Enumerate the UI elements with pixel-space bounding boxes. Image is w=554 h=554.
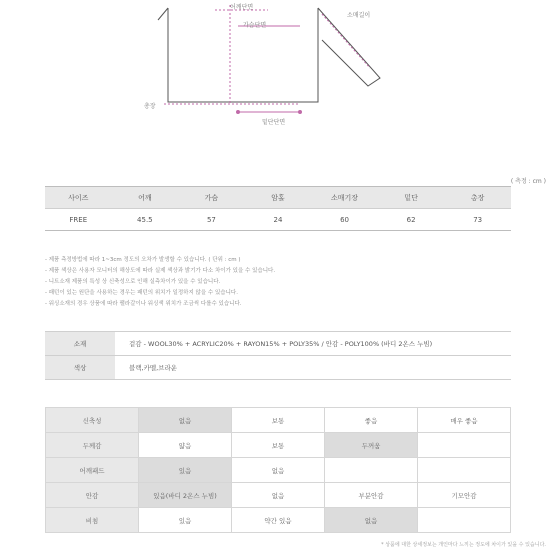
- property-option: 없음: [139, 408, 232, 433]
- note-item: - 패턴이 있는 원단을 사용하는 경우는 패턴의 위치가 일정하지 않을 수 있습니다.: [45, 290, 238, 296]
- color-label: 색상: [45, 356, 115, 380]
- table-row: [45, 209, 511, 231]
- property-table: [45, 407, 511, 533]
- property-option: 없음: [232, 458, 325, 483]
- property-option: 있음: [139, 508, 232, 533]
- property-option: [418, 433, 511, 458]
- property-option: [418, 508, 511, 533]
- header-cell: 소매기장: [311, 187, 378, 209]
- property-option: 보통: [232, 433, 325, 458]
- header-cell: 사이즈: [45, 187, 112, 209]
- header-cell: 어깨: [112, 187, 179, 209]
- header-cell: 가슴: [178, 187, 245, 209]
- table-cell: 24: [245, 209, 312, 231]
- property-label: 두께감: [46, 433, 139, 458]
- hem-label: 밑단단면: [262, 119, 286, 126]
- property-row: [46, 483, 511, 508]
- property-row: [46, 508, 511, 533]
- property-option: 좋음: [325, 408, 418, 433]
- table-cell: 73: [444, 209, 511, 231]
- length-label: 총장: [144, 103, 156, 110]
- hem-left-dot: [237, 111, 240, 114]
- property-label: 신축성: [46, 408, 139, 433]
- sleeve-outline-left: [158, 8, 168, 20]
- property-row: [46, 433, 511, 458]
- property-option: [325, 458, 418, 483]
- measurement-diagram: [0, 0, 554, 130]
- property-option: 매우 좋음: [418, 408, 511, 433]
- size-table-header-row: [45, 187, 511, 209]
- property-option: 없음: [325, 508, 418, 533]
- property-option: [418, 458, 511, 483]
- table-cell: FREE: [45, 209, 112, 231]
- shoulder-label: 어깨단면: [230, 4, 254, 11]
- property-row: [46, 408, 511, 433]
- header-cell: 총장: [444, 187, 511, 209]
- property-option: 있음: [139, 458, 232, 483]
- chest-label: 가슴단면: [243, 22, 267, 29]
- table-cell: 45.5: [112, 209, 179, 231]
- property-label: 어깨패드: [46, 458, 139, 483]
- property-option: 얇음: [139, 433, 232, 458]
- material-value: 겉감 - WOOL30% + ACRYLIC20% + RAYON15% + POLY35% / 안감 - POLY100% (바디 2온스 누빔): [115, 332, 511, 356]
- property-option: 두꺼움: [325, 433, 418, 458]
- size-table: [45, 186, 511, 231]
- property-option: 약간 있음: [232, 508, 325, 533]
- table-cell: 60: [311, 209, 378, 231]
- material-row: [45, 332, 511, 356]
- property-row: [46, 458, 511, 483]
- property-label: 비침: [46, 508, 139, 533]
- table-cell: 57: [178, 209, 245, 231]
- sleeve-outline: [318, 8, 380, 86]
- note-item: - 니트소재 제품의 특성 상 신축성으로 인해 실측차이가 있을 수 있습니다.: [45, 279, 221, 285]
- property-option: 보통: [232, 408, 325, 433]
- property-label: 안감: [46, 483, 139, 508]
- unit-note: ( 측정 : cm ): [510, 178, 546, 185]
- sleeve-measure-line: [322, 14, 370, 68]
- color-row: [45, 356, 511, 380]
- note-item: - 워싱소재의 경우 상품에 따라 팰라갈이나 워싱색 위치가 조금씩 다를수 있습니다.: [45, 301, 242, 307]
- color-value: 블랙,카멜,브라운: [115, 356, 511, 380]
- property-option: 없음: [232, 483, 325, 508]
- footer-note: * 상품에 대한 상세정보는 개인마다 느끼는 정도에 차이가 있을 수 있습니다.: [381, 542, 546, 548]
- note-item: - 제품 색상은 사용자 모니터의 해상도에 따라 실제 색상과 밝기가 다소 차이가 있을 수 있습니다.: [45, 268, 276, 274]
- note-item: - 제품 측정방법에 따라 1~3cm 정도의 오차가 발생할 수 있습니다. ( 단위 : cm ): [45, 257, 241, 263]
- header-cell: 암홀: [245, 187, 312, 209]
- sleeve-label: 소매길이: [347, 12, 371, 19]
- table-cell: 62: [378, 209, 445, 231]
- hem-right-dot: [299, 111, 302, 114]
- material-label: 소재: [45, 332, 115, 356]
- header-cell: 밑단: [378, 187, 445, 209]
- property-option: 부분안감: [325, 483, 418, 508]
- notes-list: [45, 255, 515, 310]
- property-option: 기모안감: [418, 483, 511, 508]
- material-table: [45, 331, 511, 380]
- property-option: 있음(바디 2온스 누빔): [139, 483, 232, 508]
